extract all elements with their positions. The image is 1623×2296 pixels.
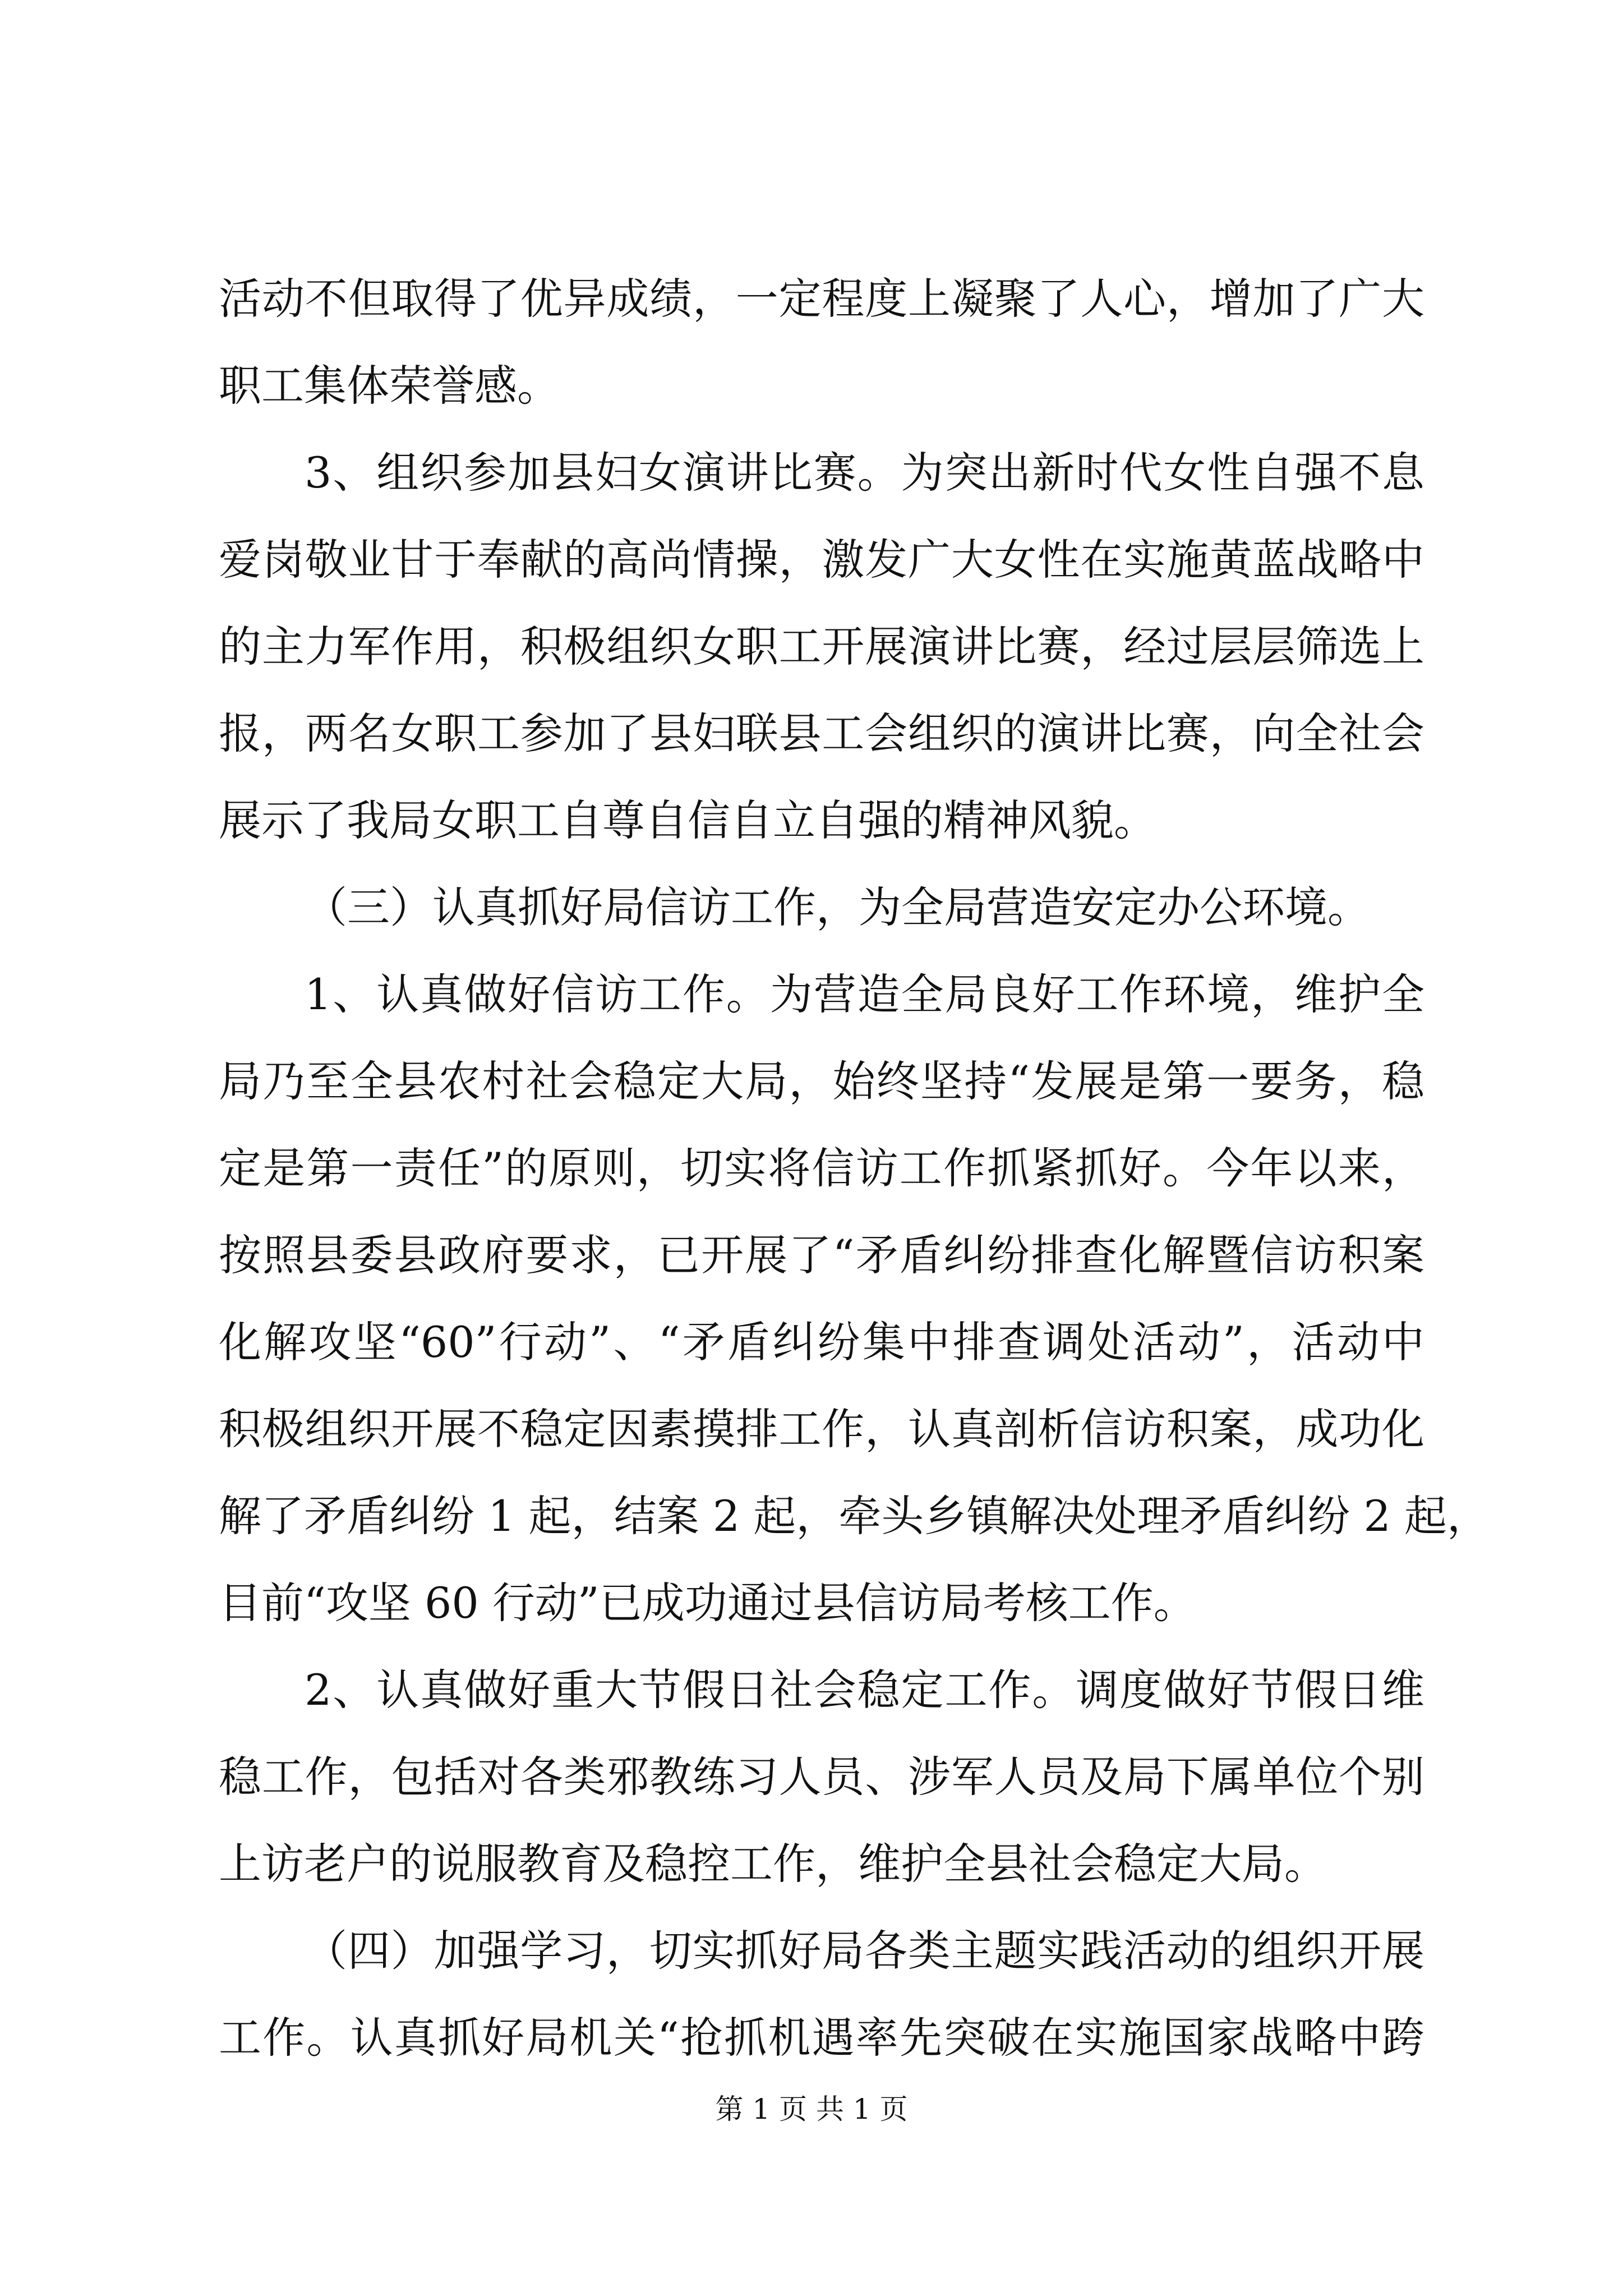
paragraph-line: 定是第一责任”的原则，切实将信访工作抓紧抓好。今年以来， <box>219 1143 1424 1193</box>
paragraph-line: 按照县委县政府要求，已开展了“矛盾纠纷排查化解暨信访积案 <box>219 1230 1424 1280</box>
paragraph-line: 化解攻坚“60”行动”、“矛盾纠纷集中排查调处活动”，活动中 <box>219 1317 1424 1367</box>
paragraph-line: 上访老户的说服教育及稳控工作，维护全县社会稳定大局。 <box>219 1839 1327 1889</box>
paragraph-line: 爱岗敬业甘于奉献的高尚情操，激发广大女性在实施黄蓝战略中 <box>219 535 1424 585</box>
section-heading: （三）认真抓好局信访工作，为全局营造安定办公环境。 <box>305 882 1370 932</box>
paragraph-line: 2、认真做好重大节假日社会稳定工作。调度做好节假日维 <box>305 1665 1424 1715</box>
paragraph-line: 1、认真做好信访工作。为营造全局良好工作环境，维护全 <box>305 969 1424 1019</box>
paragraph-line: 的主力军作用，积极组织女职工开展演讲比赛，经过层层筛选上 <box>219 622 1424 671</box>
paragraph-line: 稳工作，包括对各类邪教练习人员、涉军人员及局下属单位个别 <box>219 1752 1424 1802</box>
document-body <box>219 255 1490 2081</box>
paragraph-line: 解了矛盾纠纷 1 起，结案 2 起，牵头乡镇解决处理矛盾纠纷 2 起， <box>219 1491 1490 1541</box>
paragraph-line: 积极组织开展不稳定因素摸排工作，认真剖析信访积案，成功化 <box>219 1404 1424 1454</box>
paragraph-line: 展示了我局女职工自尊自信自立自强的精神风貌。 <box>219 795 1156 845</box>
paragraph-line: 报，两名女职工参加了县妇联县工会组织的演讲比赛，向全社会 <box>219 708 1424 758</box>
paragraph-line: 目前“攻坚 60 行动”已成功通过县信访局考核工作。 <box>219 1578 1196 1628</box>
paragraph-line: 3、组织参加县妇女演讲比赛。为突出新时代女性自强不息 <box>305 448 1424 498</box>
section-heading: （四）加强学习，切实抓好局各类主题实践活动的组织开展 <box>305 1926 1424 1976</box>
paragraph-line: 局乃至全县农村社会稳定大局，始终坚持“发展是第一要务，稳 <box>219 1056 1424 1106</box>
page-number-footer: 第 1 页 共 1 页 <box>715 2093 908 2125</box>
paragraph-line: 工作。认真抓好局机关“抢抓机遇率先突破在实施国家战略中跨 <box>219 2013 1424 2063</box>
paragraph-line: 活动不但取得了优异成绩，一定程度上凝聚了人心，增加了广大 <box>219 274 1424 324</box>
paragraph-line: 职工集体荣誉感。 <box>219 361 560 411</box>
